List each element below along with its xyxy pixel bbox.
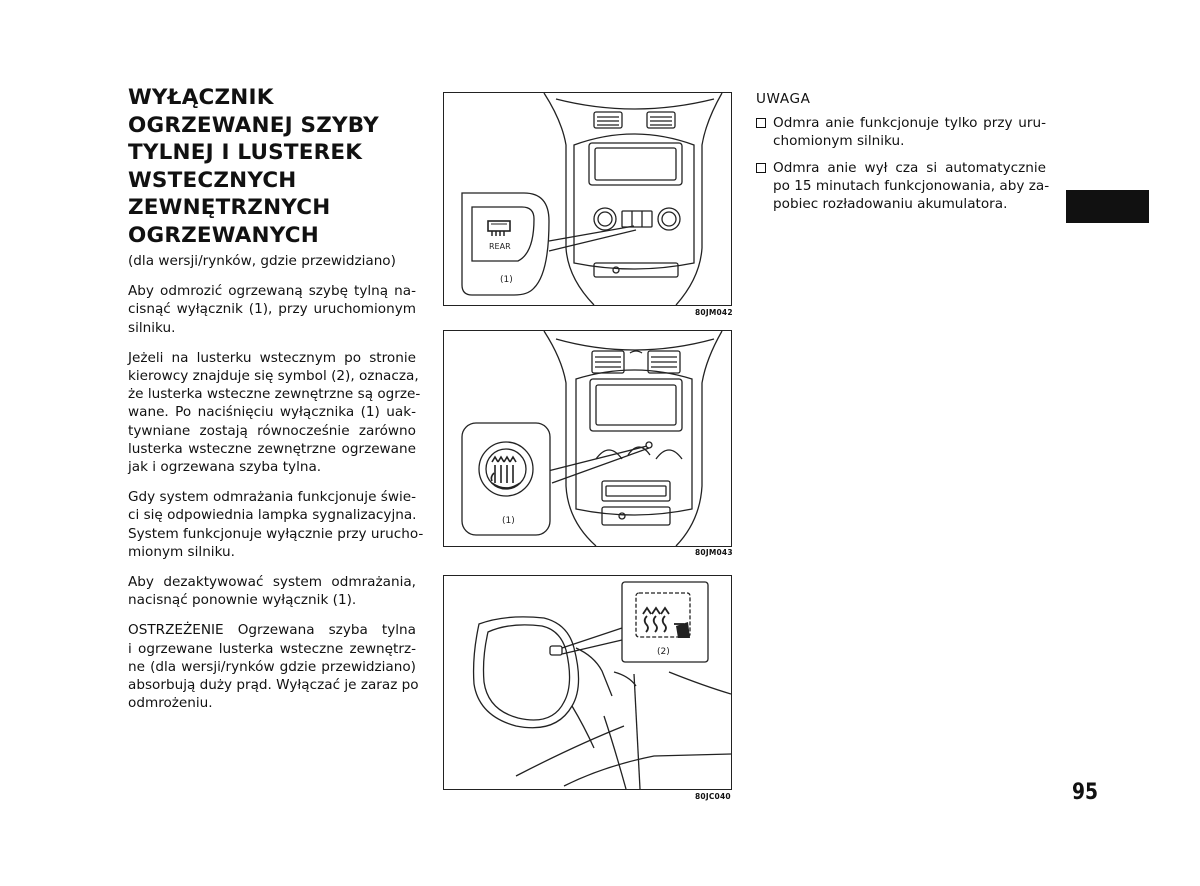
paragraph-mirror-symbol: Jeżeli na lusterku wstecznym po stronie kierowcy znajduje się symbol (2), oznacza, że lusterka wsteczne zewnętrzne są ogrze- wane. Po naciśnięciu wyłącznika (1) uak- tywniane zostają równocześnie zarówno lusterka wsteczne zewnętrzne ogrzewane jak i ogrzewana szyba tylna. <box>128 349 421 476</box>
paragraph-indicator: Gdy system odmrażania funkcjonuje świe- ci się odpowiednia lampka sygnalizacyjna. System funkcjonuje wyłącznie przy urucho- mionym silniku. <box>128 489 424 560</box>
figure-rear-defrost-switch <box>443 92 733 317</box>
paragraph-deactivate: Aby dezaktywować system odmrażania, nacisnąć ponownie wyłącznik (1). <box>128 574 416 609</box>
heading-line: WYŁĄCZNIK <box>128 85 274 110</box>
figure-round-defrost-switch <box>443 330 733 557</box>
figure-heated-mirror <box>443 575 732 801</box>
heading-line: OGRZEWANYCH <box>128 222 319 248</box>
heading-line: OGRZEWANEJ SZYBY <box>128 112 379 138</box>
dashboard-illustration <box>444 331 731 546</box>
body-text <box>128 252 424 724</box>
figure-code: 80JM042 <box>695 308 733 317</box>
paragraph-warning: OSTRZEŻENIE Ogrzewana szyba tylna i ogrzewane lusterka wsteczne zewnętrz- ne (dla wersji/rynków gdzie przewidziano) absorbują duży prąd. Wyłączać je zaraz po odmrożeniu. <box>128 622 419 712</box>
checkbox-bullet-icon <box>756 163 766 173</box>
note-title: UWAGA <box>756 91 811 107</box>
heading-line: TYLNEJ I LUSTEREK <box>128 140 363 165</box>
heading-line: WSTECZNYCH <box>128 167 297 193</box>
section-heading <box>128 84 428 249</box>
subtitle: (dla wersji/rynków, gdzie przewidziano) <box>128 253 396 269</box>
note-item: Odmra anie funkcjonuje tylko przy uru- chomionym silniku. <box>756 114 1046 150</box>
note-item: Odmra anie wył cza si automatycznie po 15 minutach funkcjonowania, aby za- pobiec rozładowaniu akumulatora. <box>756 159 1046 214</box>
note-box <box>756 90 1050 221</box>
checkbox-bullet-icon <box>756 118 766 128</box>
rear-button-label: REAR <box>489 242 511 251</box>
dashboard-illustration <box>444 93 731 305</box>
figure-code: 80JC040 <box>695 792 731 801</box>
callout-label: (2) <box>657 647 670 657</box>
heading-line: ZEWNĘTRZNYCH <box>128 195 331 220</box>
callout-label: (1) <box>500 275 513 285</box>
callout-label: (1) <box>502 516 515 526</box>
chapter-tab <box>1066 190 1149 223</box>
figure-code: 80JM043 <box>695 548 733 557</box>
page-number: 95 <box>1072 780 1099 805</box>
mirror-illustration <box>444 576 731 789</box>
paragraph-defrost: Aby odmrozić ogrzewaną szybę tylną na- cisnąć wyłącznik (1), przy uruchomionym silniku. <box>128 283 416 336</box>
